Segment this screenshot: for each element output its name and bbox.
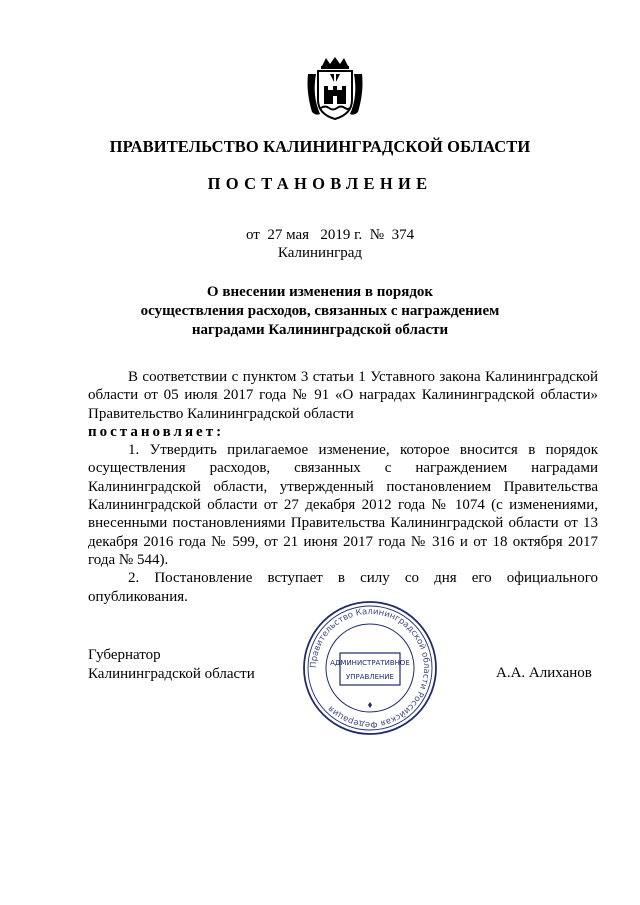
stamp-star-icon <box>368 702 372 708</box>
title-line-3: наградами Калининградской области <box>191 322 449 338</box>
official-stamp <box>300 598 440 738</box>
document-title <box>0 283 640 340</box>
signatory-position <box>88 646 255 683</box>
authority-heading: ПРАВИТЕЛЬСТВО КАЛИНИНГРАДСКОЙ ОБЛАСТИ <box>109 137 531 156</box>
stamp-center-line-1: АДМИНИСТРАТИВНОЕ <box>330 659 410 667</box>
number-sign: № <box>369 227 385 243</box>
document-number: 374 <box>391 227 415 243</box>
title-line-1: О внесении изменения в порядок <box>206 284 434 300</box>
item-2-paragraph: 2. Постановление вступает в силу со дня его официального опубликования. <box>88 570 598 605</box>
stamp-ring-text: Правительство Калининградской области Российская Федерация <box>308 606 432 730</box>
item-1-paragraph: 1. Утвердить прилагаемое изменение, которое вносится в порядок осуществления расходов, связанных с награждением наградами Калининградской области, утвержденный постановлением Правительства Калининградской области от 27 декабря 2012 года № 1074 (с изменениями, внесенными постановлениями Правительства Калининградской области от 13 декабря 2016 года № 599, от 21 июня 2017 года № 316 и от 18 октября 2017 года № 544). <box>88 442 598 568</box>
preamble-paragraph: В соответствии с пунктом 3 статьи 1 Уставного закона Калининградской области от 05 июля 2017 года № 91 «О наградах Калининградской области» Правительство Калининградской области <box>88 369 598 422</box>
city-name: Калининград <box>277 245 363 261</box>
stamp-center-line-2: УПРАВЛЕНИЕ <box>346 673 394 681</box>
date-prefix: от <box>246 227 260 243</box>
svg-text:Правительство Калининградской <box>309 607 431 729</box>
document-body <box>88 368 598 606</box>
position-line-1: Губернатор <box>88 647 161 663</box>
decree-word: постановляет: <box>88 423 225 440</box>
signatory-name: А.А. Алиханов <box>496 665 592 681</box>
coat-of-arms-icon <box>304 56 366 122</box>
title-line-2: осуществления расходов, связанных с награждением <box>140 303 500 319</box>
date-number-line <box>246 227 414 244</box>
date-year: 2019 г. <box>320 227 363 243</box>
position-line-2: Калининградской области <box>88 665 255 682</box>
document-type-heading: ПОСТАНОВЛЕНИЕ <box>207 174 433 193</box>
date-day-month: 27 мая <box>267 227 310 243</box>
